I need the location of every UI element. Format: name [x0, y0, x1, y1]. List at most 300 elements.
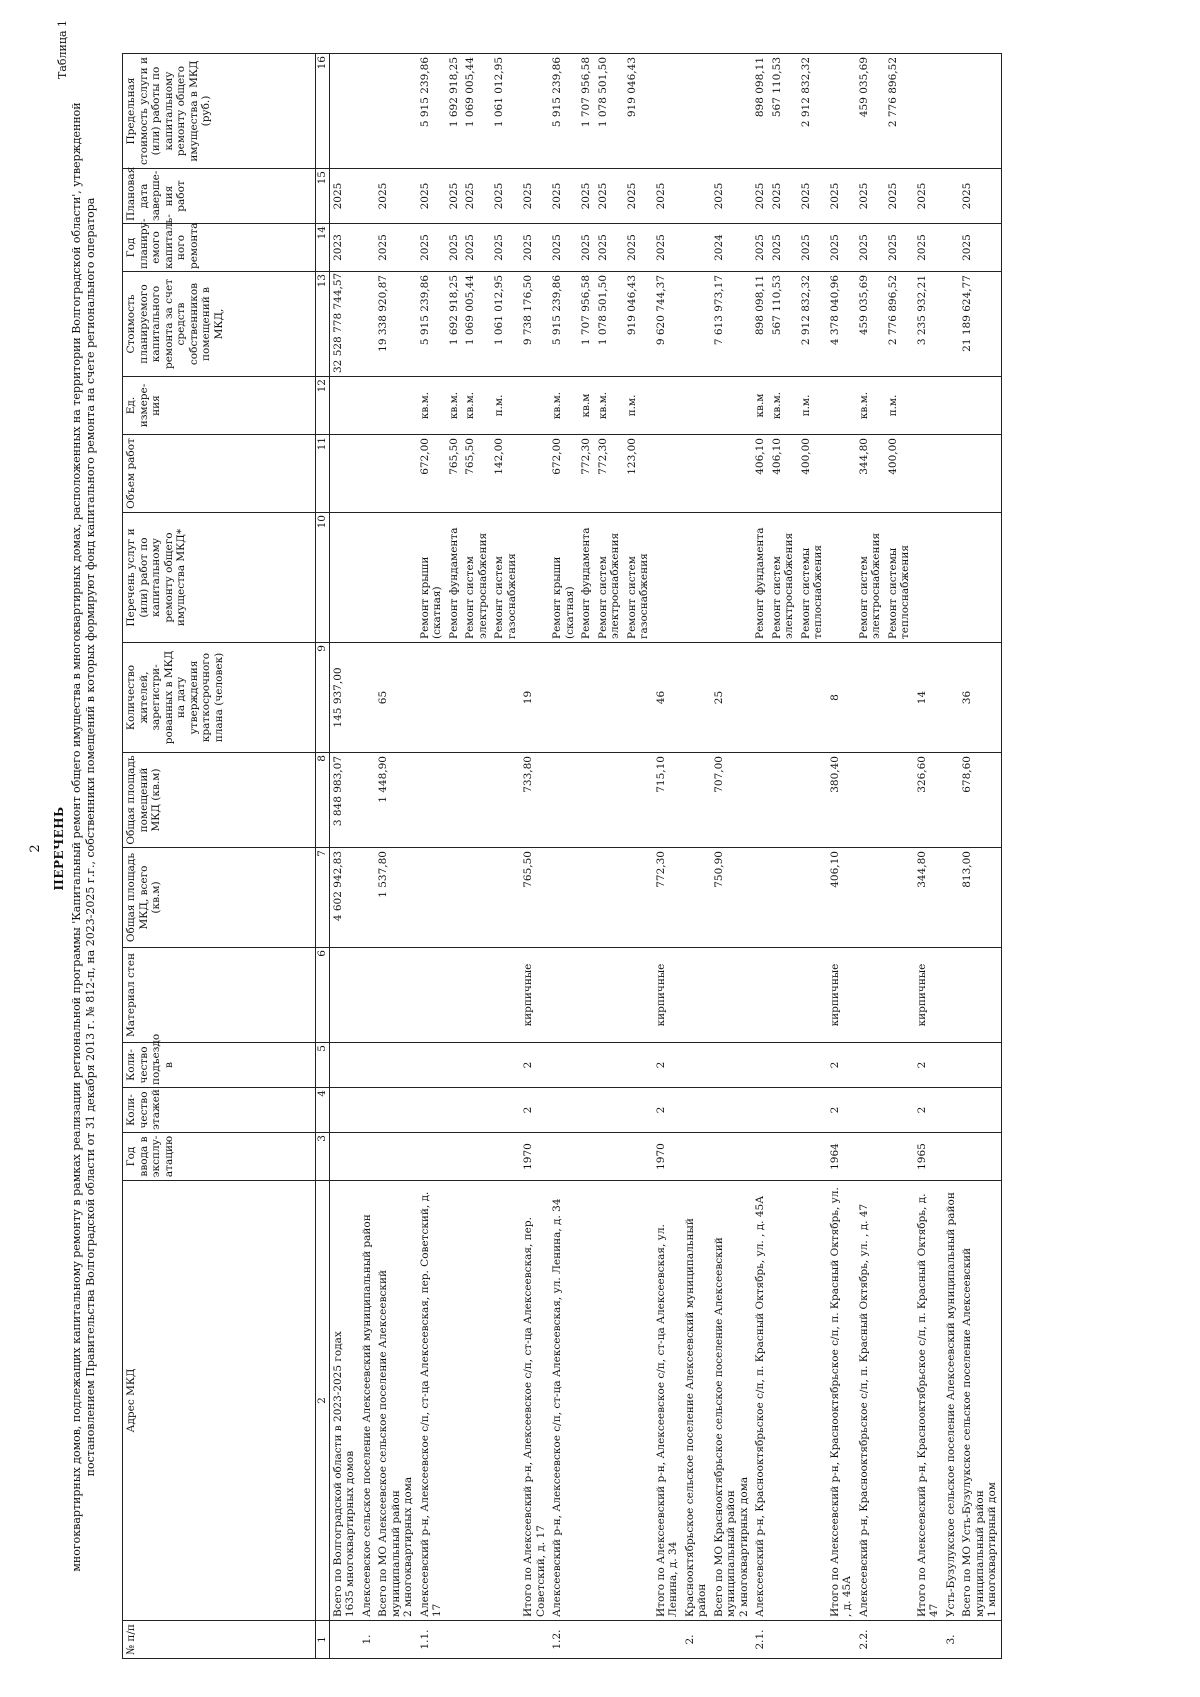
cell-residents	[624, 643, 653, 753]
cell-floors: 2	[914, 1088, 943, 1133]
cell-end-date: 2025	[446, 169, 463, 224]
cell-no	[769, 1621, 798, 1659]
cell-addr	[578, 1181, 595, 1621]
cell-cost: 19 338 920,87	[375, 272, 417, 377]
cell-limit: 1 707 956,58	[578, 54, 595, 169]
cell-floors	[578, 1088, 595, 1133]
cell-prem-area	[798, 753, 827, 848]
cell-cost: 9 620 744,37	[653, 272, 682, 377]
cell-volume: 123,00	[624, 435, 653, 513]
cell-total-area: 344,80	[914, 848, 943, 948]
cell-year	[375, 1133, 417, 1181]
column-number: 14	[316, 224, 330, 272]
header-cell: № п/п	[123, 1621, 316, 1659]
table-row	[578, 54, 595, 1659]
cell-work: Ремонт систем газоснабжения	[491, 513, 520, 643]
cell-plan-year: 2025	[549, 224, 578, 272]
cell-wall	[769, 948, 798, 1043]
cell-limit: 1 692 918,25	[446, 54, 463, 169]
table-row	[798, 54, 827, 1659]
cell-no	[798, 1621, 827, 1659]
cell-addr: Алексеевский р-н, Алексеевское с/п, ст-ца Алексеевская, ул. Ленина, д. 34	[549, 1181, 578, 1621]
cell-total-area: 1 537,80	[375, 848, 417, 948]
header-cell: Предельная стоимость услуги и (или) работы по капитальному ремонту общего имущества в МКД (руб.)	[123, 54, 316, 169]
cell-residents: 14	[914, 643, 943, 753]
cell-work: Ремонт фундамента	[446, 513, 463, 643]
cell-residents	[769, 643, 798, 753]
cell-residents	[359, 643, 376, 753]
cell-volume	[914, 435, 943, 513]
cell-plan-year: 2023	[329, 224, 359, 272]
cell-residents	[682, 643, 711, 753]
column-number: 13	[316, 272, 330, 377]
table-row	[827, 54, 856, 1659]
cell-work	[329, 513, 359, 643]
cell-ent	[446, 1043, 463, 1088]
cell-no	[711, 1621, 753, 1659]
table-body	[329, 54, 1001, 1659]
cell-unit: кв.м.	[446, 377, 463, 435]
cell-volume: 406,10	[769, 435, 798, 513]
table-row	[959, 54, 1001, 1659]
cell-end-date: 2025	[462, 169, 491, 224]
cell-no: 1.1.	[417, 1621, 446, 1659]
cell-unit: кв.м.	[462, 377, 491, 435]
cell-cost: 2 776 896,52	[885, 272, 914, 377]
cell-year	[549, 1133, 578, 1181]
cell-work	[682, 513, 711, 643]
cell-total-area	[682, 848, 711, 948]
cell-total-area	[595, 848, 624, 948]
cell-year	[943, 1133, 960, 1181]
cell-end-date: 2025	[914, 169, 943, 224]
cell-total-area: 750,90	[711, 848, 753, 948]
cell-volume: 765,50	[446, 435, 463, 513]
cell-plan-year: 2025	[798, 224, 827, 272]
table-row	[885, 54, 914, 1659]
cell-ent	[711, 1043, 753, 1088]
cell-limit	[959, 54, 1001, 169]
cell-ent	[682, 1043, 711, 1088]
cell-prem-area	[359, 753, 376, 848]
cell-limit: 919 046,43	[624, 54, 653, 169]
cell-end-date: 2025	[624, 169, 653, 224]
cell-addr	[491, 1181, 520, 1621]
cell-limit	[520, 54, 549, 169]
column-number: 16	[316, 54, 330, 169]
table-row	[491, 54, 520, 1659]
cell-no	[914, 1621, 943, 1659]
cell-year: 1970	[520, 1133, 549, 1181]
cell-total-area	[943, 848, 960, 948]
cell-addr	[595, 1181, 624, 1621]
cell-wall	[446, 948, 463, 1043]
cell-addr: Итого по Алексеевский р-н, Краснооктябрьское с/п, п. Красный Октябрь, д. 47	[914, 1181, 943, 1621]
header-cell: Материал стен	[123, 948, 316, 1043]
cell-volume: 406,10	[752, 435, 769, 513]
cell-total-area	[752, 848, 769, 948]
cell-work	[359, 513, 376, 643]
cell-residents: 145 937,00	[329, 643, 359, 753]
header-cell: Год ввода в эксплу-атацию	[123, 1133, 316, 1181]
table-row	[752, 54, 769, 1659]
cell-year	[329, 1133, 359, 1181]
cell-limit: 5 915 239,86	[417, 54, 446, 169]
cell-no: 2.2.	[856, 1621, 885, 1659]
cell-year	[578, 1133, 595, 1181]
cell-residents: 25	[711, 643, 753, 753]
cell-prem-area: 1 448,90	[375, 753, 417, 848]
cell-residents	[417, 643, 446, 753]
cell-wall: кирпичные	[653, 948, 682, 1043]
cell-cost: 1 069 005,44	[462, 272, 491, 377]
cell-prem-area: 733,80	[520, 753, 549, 848]
cell-prem-area: 380,40	[827, 753, 856, 848]
cell-end-date	[359, 169, 376, 224]
cell-end-date: 2025	[885, 169, 914, 224]
cell-prem-area	[595, 753, 624, 848]
cell-limit	[329, 54, 359, 169]
table-row	[329, 54, 359, 1659]
cell-cost: 9 738 176,50	[520, 272, 549, 377]
cell-prem-area: 3 848 983,07	[329, 753, 359, 848]
cell-addr	[446, 1181, 463, 1621]
cell-addr: Итого по Алексеевский р-н, Алексеевское с/п, ст-ца Алексеевская, ул. Ленина, д. 34	[653, 1181, 682, 1621]
cell-year	[769, 1133, 798, 1181]
cell-no	[446, 1621, 463, 1659]
cell-prem-area: 326,60	[914, 753, 943, 848]
cell-ent	[329, 1043, 359, 1088]
column-number: 8	[316, 753, 330, 848]
cell-no	[595, 1621, 624, 1659]
cell-residents	[798, 643, 827, 753]
cell-no	[329, 1621, 359, 1659]
cell-no	[827, 1621, 856, 1659]
cell-floors	[446, 1088, 463, 1133]
cell-residents	[491, 643, 520, 753]
cell-residents: 65	[375, 643, 417, 753]
cell-addr: Всего по Волгоградской области в 2023-2025 годах 1635 многоквартирных домов	[329, 1181, 359, 1621]
cell-wall	[462, 948, 491, 1043]
cell-year: 1970	[653, 1133, 682, 1181]
cell-floors	[959, 1088, 1001, 1133]
cell-work: Ремонт систем электроснабжения	[769, 513, 798, 643]
header-cell: Перечень услуг и (или) работ по капитальному ремонту общего имущества МКД*	[123, 513, 316, 643]
cell-limit	[653, 54, 682, 169]
cell-plan-year	[682, 224, 711, 272]
cell-volume	[711, 435, 753, 513]
cell-unit	[711, 377, 753, 435]
cell-residents	[549, 643, 578, 753]
cell-work: Ремонт систем электроснабжения	[462, 513, 491, 643]
cell-cost: 5 915 239,86	[417, 272, 446, 377]
cell-plan-year: 2025	[417, 224, 446, 272]
cell-end-date: 2025	[856, 169, 885, 224]
cell-work: Ремонт крыши (скатная)	[417, 513, 446, 643]
cell-prem-area	[491, 753, 520, 848]
cell-limit: 2 912 832,32	[798, 54, 827, 169]
document-subtitle: многоквартирных домов, подлежащих капитальному ремонту в рамках реализации региональной программы 'Капитальный ремонт общего имущества в многоквартирных домах, расположенных на территории Волгоградской области', утвержденной постановлением Правительства Волгоградской области от 31 декабря 2013 г. № 812-п, на 2023-2025 г.г., собственники помещений в которых формируют фонд капитального ремонта на счете регионального оператора	[70, 102, 97, 1572]
cell-prem-area	[549, 753, 578, 848]
cell-unit: кв.м.	[856, 377, 885, 435]
cell-ent	[959, 1043, 1001, 1088]
table-row	[856, 54, 885, 1659]
cell-residents	[578, 643, 595, 753]
cell-unit: кв.м.	[595, 377, 624, 435]
table-row	[446, 54, 463, 1659]
cell-total-area: 4 602 942,83	[329, 848, 359, 948]
cell-cost: 4 378 040,96	[827, 272, 856, 377]
cell-volume	[329, 435, 359, 513]
cell-year: 1964	[827, 1133, 856, 1181]
column-number: 15	[316, 169, 330, 224]
table-row	[520, 54, 549, 1659]
cell-volume: 672,00	[417, 435, 446, 513]
cell-work: Ремонт фундамента	[752, 513, 769, 643]
cell-limit	[375, 54, 417, 169]
cell-year	[491, 1133, 520, 1181]
cell-residents	[595, 643, 624, 753]
table-row	[595, 54, 624, 1659]
cell-unit	[359, 377, 376, 435]
cell-floors	[769, 1088, 798, 1133]
cell-ent: 2	[653, 1043, 682, 1088]
cell-work: Ремонт крыши (скатная)	[549, 513, 578, 643]
cell-ent	[462, 1043, 491, 1088]
cell-prem-area	[578, 753, 595, 848]
cell-year	[682, 1133, 711, 1181]
cell-wall	[752, 948, 769, 1043]
cell-cost: 2 912 832,32	[798, 272, 827, 377]
cell-work	[959, 513, 1001, 643]
cell-cost: 1 707 956,58	[578, 272, 595, 377]
cell-floors	[417, 1088, 446, 1133]
cell-plan-year: 2025	[624, 224, 653, 272]
cell-cost: 5 915 239,86	[549, 272, 578, 377]
cell-prem-area	[856, 753, 885, 848]
cell-addr: Всего по МО Усть-Бузулукское сельское поселение Алексеевский муниципальный район 1 многоквартирный дом	[959, 1181, 1001, 1621]
cell-ent	[624, 1043, 653, 1088]
cell-end-date: 2025	[417, 169, 446, 224]
cell-plan-year: 2025	[446, 224, 463, 272]
cell-ent	[752, 1043, 769, 1088]
cell-no	[885, 1621, 914, 1659]
table-row	[914, 54, 943, 1659]
cell-no: 2.1.	[752, 1621, 769, 1659]
cell-unit: кв.м.	[549, 377, 578, 435]
cell-wall	[329, 948, 359, 1043]
cell-ent	[856, 1043, 885, 1088]
table-row	[417, 54, 446, 1659]
cell-unit: п.м.	[624, 377, 653, 435]
cell-unit	[375, 377, 417, 435]
cell-no	[578, 1621, 595, 1659]
cell-work: Ремонт системы теплоснабжения	[798, 513, 827, 643]
column-number: 9	[316, 643, 330, 753]
cell-addr: Усть-Бузулукское сельское поселение Алексеевский муниципальный район	[943, 1181, 960, 1621]
cell-wall	[417, 948, 446, 1043]
cell-no	[462, 1621, 491, 1659]
cell-no	[491, 1621, 520, 1659]
cell-wall: кирпичные	[520, 948, 549, 1043]
column-number: 12	[316, 377, 330, 435]
cell-end-date: 2025	[578, 169, 595, 224]
cell-unit: п.м.	[885, 377, 914, 435]
cell-prem-area	[417, 753, 446, 848]
cell-plan-year: 2025	[578, 224, 595, 272]
cell-wall	[578, 948, 595, 1043]
cell-total-area	[417, 848, 446, 948]
cell-limit: 2 776 896,52	[885, 54, 914, 169]
cell-no: 2.	[682, 1621, 711, 1659]
header-cell: Объем работ	[123, 435, 316, 513]
cell-total-area	[446, 848, 463, 948]
cell-cost: 567 110,53	[769, 272, 798, 377]
cell-unit: кв.м	[578, 377, 595, 435]
cell-unit	[827, 377, 856, 435]
cell-residents: 19	[520, 643, 549, 753]
cell-limit: 567 110,53	[769, 54, 798, 169]
table-row	[375, 54, 417, 1659]
cell-end-date: 2025	[798, 169, 827, 224]
cell-residents: 46	[653, 643, 682, 753]
cell-unit	[329, 377, 359, 435]
cell-residents	[446, 643, 463, 753]
cell-addr: Итого по Алексеевский р-н, Алексеевское с/п, ст-ца Алексеевская, пер. Советский, д. 17	[520, 1181, 549, 1621]
cell-wall	[959, 948, 1001, 1043]
cell-addr: Всего по МО Алексеевское сельское поселение Алексеевский муниципальный район 2 многоквартирных дома	[375, 1181, 417, 1621]
cell-cost: 21 189 624,77	[959, 272, 1001, 377]
cell-floors	[462, 1088, 491, 1133]
cell-work	[914, 513, 943, 643]
cell-total-area: 772,30	[653, 848, 682, 948]
cell-plan-year: 2025	[752, 224, 769, 272]
cell-addr	[462, 1181, 491, 1621]
cell-plan-year: 2025	[491, 224, 520, 272]
header-cell: Стоимость планируемого капитального ремонта за счет средств собственников помещений в МКД,	[123, 272, 316, 377]
cell-cost: 3 235 932,21	[914, 272, 943, 377]
cell-floors: 2	[653, 1088, 682, 1133]
cell-prem-area	[769, 753, 798, 848]
cell-end-date: 2025	[375, 169, 417, 224]
cell-floors	[943, 1088, 960, 1133]
cell-end-date: 2025	[329, 169, 359, 224]
cell-total-area	[491, 848, 520, 948]
cell-wall: кирпичные	[827, 948, 856, 1043]
cell-end-date: 2025	[653, 169, 682, 224]
cell-total-area	[885, 848, 914, 948]
table-row	[359, 54, 376, 1659]
cell-addr	[885, 1181, 914, 1621]
cell-work	[375, 513, 417, 643]
cell-no	[375, 1621, 417, 1659]
cell-residents	[885, 643, 914, 753]
cell-wall: кирпичные	[914, 948, 943, 1043]
cell-total-area	[549, 848, 578, 948]
cell-wall	[711, 948, 753, 1043]
cell-work: Ремонт систем электроснабжения	[595, 513, 624, 643]
cell-prem-area: 707,00	[711, 753, 753, 848]
cell-no	[624, 1621, 653, 1659]
cell-wall	[595, 948, 624, 1043]
cell-floors	[359, 1088, 376, 1133]
cell-prem-area	[446, 753, 463, 848]
table-row	[653, 54, 682, 1659]
cell-ent	[491, 1043, 520, 1088]
cell-work	[943, 513, 960, 643]
cell-end-date: 2025	[711, 169, 753, 224]
cell-plan-year	[359, 224, 376, 272]
cell-end-date	[682, 169, 711, 224]
cell-addr: Алексеевское сельское поселение Алексеевский муниципальный район	[359, 1181, 376, 1621]
cell-unit	[653, 377, 682, 435]
cell-volume	[827, 435, 856, 513]
cell-residents	[462, 643, 491, 753]
table-row	[682, 54, 711, 1659]
cell-addr	[769, 1181, 798, 1621]
cell-ent	[769, 1043, 798, 1088]
cell-total-area: 406,10	[827, 848, 856, 948]
cell-addr: Краснооктябрьское сельское поселение Алексеевский муниципальный район	[682, 1181, 711, 1621]
header-cell: Плановая дата заверше-ния работ	[123, 169, 316, 224]
cell-limit: 1 061 012,95	[491, 54, 520, 169]
cell-work	[653, 513, 682, 643]
cell-wall	[943, 948, 960, 1043]
cell-end-date: 2025	[549, 169, 578, 224]
cell-plan-year: 2025	[885, 224, 914, 272]
header-cell: Общая площадь помещений МКД (кв.м)	[123, 753, 316, 848]
cell-total-area	[359, 848, 376, 948]
cell-addr: Алексеевский р-н, Алексеевское с/п, ст-ца Алексеевская, пер. Советский, д. 17	[417, 1181, 446, 1621]
cell-year	[798, 1133, 827, 1181]
header-cell: Коли-чество подъездо в	[123, 1043, 316, 1088]
cell-work	[520, 513, 549, 643]
cell-floors	[595, 1088, 624, 1133]
cell-end-date: 2025	[595, 169, 624, 224]
header-cell: Ед. измере-ния	[123, 377, 316, 435]
header-row	[123, 54, 316, 1659]
cell-total-area: 765,50	[520, 848, 549, 948]
cell-prem-area	[682, 753, 711, 848]
cell-cost: 1 692 918,25	[446, 272, 463, 377]
cell-end-date: 2025	[769, 169, 798, 224]
cell-limit: 1 078 501,50	[595, 54, 624, 169]
cell-plan-year: 2025	[769, 224, 798, 272]
cell-limit	[711, 54, 753, 169]
cell-total-area	[624, 848, 653, 948]
cell-volume	[375, 435, 417, 513]
cell-plan-year: 2025	[856, 224, 885, 272]
column-number: 2	[316, 1181, 330, 1621]
cell-plan-year: 2025	[520, 224, 549, 272]
cell-volume	[959, 435, 1001, 513]
cell-total-area	[462, 848, 491, 948]
cell-year	[446, 1133, 463, 1181]
cell-addr: Алексеевский р-н, Краснооктябрьское с/п, п. Красный Октябрь, ул. , д. 47	[856, 1181, 885, 1621]
cell-prem-area: 715,10	[653, 753, 682, 848]
header-cell: Адрес МКД	[123, 1181, 316, 1621]
cell-floors	[752, 1088, 769, 1133]
column-number-row	[316, 54, 330, 1659]
cell-floors	[682, 1088, 711, 1133]
header-cell: Количество жителей, зарегистри-рованных в МКД на дату утверждения краткосрочного плана (человек)	[123, 643, 316, 753]
cell-volume: 772,30	[595, 435, 624, 513]
cell-limit: 459 035,69	[856, 54, 885, 169]
cell-wall	[359, 948, 376, 1043]
cell-total-area: 813,00	[959, 848, 1001, 948]
cell-unit	[914, 377, 943, 435]
cell-plan-year: 2025	[914, 224, 943, 272]
